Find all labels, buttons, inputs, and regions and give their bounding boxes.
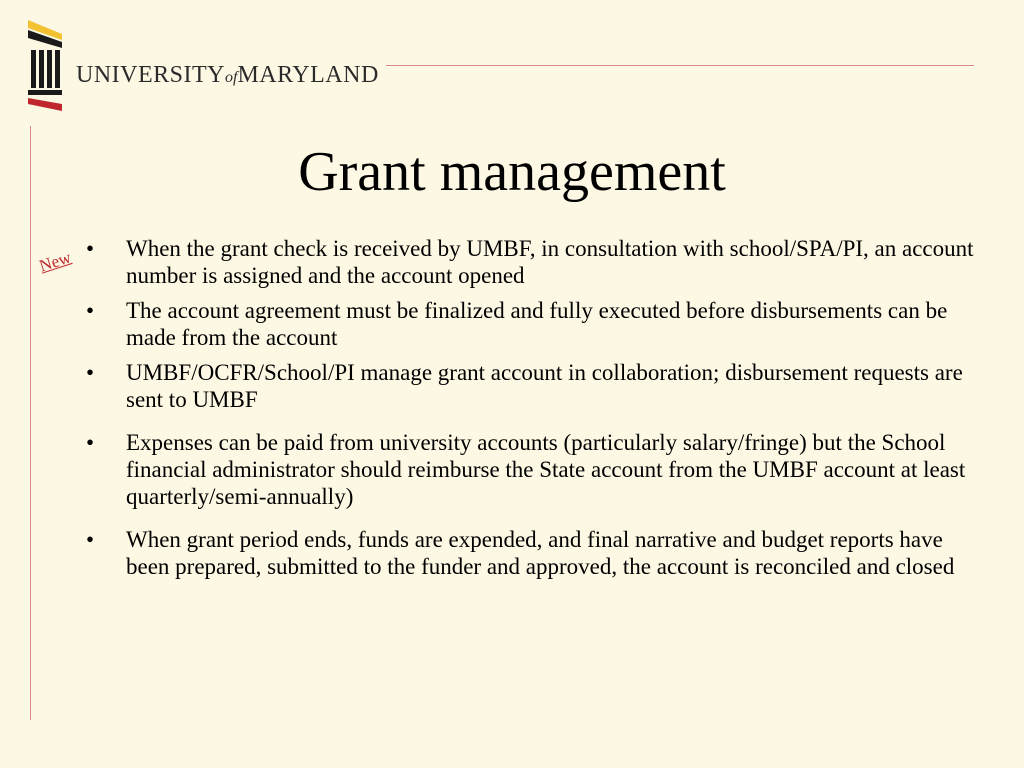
list-item (86, 429, 986, 510)
header-divider (386, 65, 974, 66)
list-item (86, 235, 986, 289)
list-item (86, 526, 986, 580)
bullet-text: Expenses can be paid from university accounts (particularly salary/fringe) but the School financial administrator should reimburse the State account from the UMBF account at least quarterly/semi-annually) (126, 430, 966, 509)
bullet-text: When grant period ends, funds are expended, and final narrative and budget reports have been prepared, submitted to the funder and approved, the account is reconciled and closed (126, 527, 955, 579)
bullet-list (86, 235, 986, 588)
university-logo (22, 18, 382, 114)
bullet-icon: • (86, 527, 95, 552)
bullet-text: When the grant check is received by UMBF, in consultation with school/SPA/PI, an account number is assigned and the account opened (126, 236, 974, 288)
bullet-icon: • (86, 236, 95, 261)
list-item (86, 297, 986, 351)
bullet-text: UMBF/OCFR/School/PI manage grant account in collaboration; disbursement requests are sent to UMBF (126, 360, 963, 412)
list-item (86, 359, 986, 413)
left-margin-line (30, 126, 31, 720)
bullet-icon: • (86, 430, 95, 455)
bullet-icon: • (86, 360, 95, 385)
university-wordmark: UNIVERSITYofMARYLAND (76, 62, 379, 88)
bullet-icon: • (86, 298, 95, 323)
slide-title: Grant management (298, 141, 726, 203)
bullet-text: The account agreement must be finalized and fully executed before disbursements can be made from the account (126, 298, 948, 350)
new-label: New (36, 247, 74, 276)
university-crest-icon (22, 18, 70, 112)
